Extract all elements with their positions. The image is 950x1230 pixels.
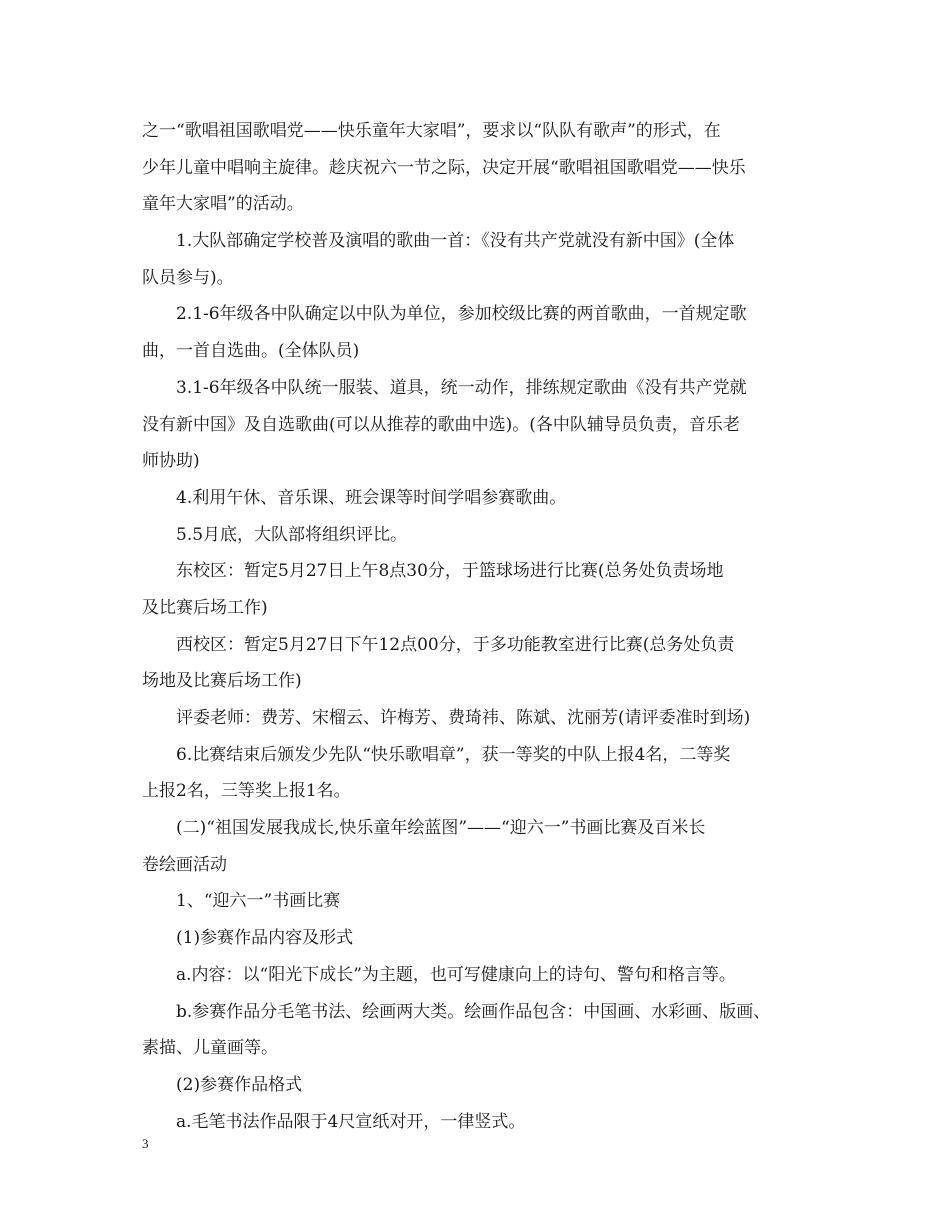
text-line: (1)参赛作品内容及形式	[176, 928, 354, 949]
text-line: a.毛笔书法作品限于4尺宣纸对开，一律竖式。	[176, 1111, 526, 1132]
text-line: 5.5月底，大队部将组织评比。	[176, 524, 408, 545]
text-line: 6.比赛结束后颁发少先队“快乐歌唱章”，获一等奖的中队上报4名，二等奖	[176, 744, 731, 765]
text-line: a.内容：以“阳光下成长”为主题，也可写健康向上的诗句、警句和格言等。	[176, 964, 736, 985]
document-body	[142, 113, 812, 1140]
text-line: 2.1-6年级各中队确定以中队为单位，参加校级比赛的两首歌曲，一首规定歌	[176, 304, 747, 325]
text-line: b.参赛作品分毛笔书法、绘画两大类。绘画作品包含：中国画、水彩画、版画、	[176, 1001, 771, 1022]
text-line: 曲，一首自选曲。(全体队员)	[142, 341, 360, 362]
text-line: 西校区：暂定5月27日下午12点00分，于多功能教室进行比赛(总务处负责	[176, 634, 735, 655]
text-line: 上报2名，三等奖上报1名。	[142, 781, 351, 802]
text-line: (2)参赛作品格式	[176, 1074, 303, 1095]
text-line: 1、“迎六一”书画比赛	[176, 891, 341, 912]
text-line: 没有新中国》及自选歌曲(可以从推荐的歌曲中选)。(各中队辅导员负责，音乐老	[142, 414, 740, 435]
text-line: 场地及比赛后场工作)	[142, 671, 302, 692]
page-number: 3	[142, 1136, 149, 1151]
text-line: 师协助)	[142, 451, 200, 472]
text-line: 3.1-6年级各中队统一服装、道具，统一动作，排练规定歌曲《没有共产党就	[176, 377, 747, 398]
text-line: 之一“歌唱祖国歌唱党——快乐童年大家唱”，要求以“队队有歌声”的形式，在	[142, 121, 721, 141]
text-line: 卷绘画活动	[142, 854, 227, 875]
text-line: 东校区：暂定5月27日上午8点30分，于篮球场进行比赛(总务处负责场地	[176, 561, 724, 582]
text-line: 4.利用午休、音乐课、班会课等时间学唱参赛歌曲。	[176, 487, 567, 508]
text-line: 及比赛后场工作)	[142, 597, 268, 618]
text-line: 1.大队部确定学校普及演唱的歌曲一首：《没有共产党就没有新中国》(全体	[176, 231, 735, 252]
text-line: 少年儿童中唱响主旋律。趁庆祝六一节之际，决定开展“歌唱祖国歌唱党——快乐	[142, 157, 746, 178]
text-line: 素描、儿童画等。	[142, 1038, 278, 1059]
text-line: 评委老师：费芳、宋榴云、许梅芳、费琦祎、陈斌、沈丽芳(请评委准时到场)	[176, 708, 751, 728]
text-line: 童年大家唱”的活动。	[142, 194, 304, 215]
text-line: 队员参与)。	[142, 267, 234, 288]
text-line: (二)“祖国发展我成长,快乐童年绘蓝图”——“迎六一”书画比赛及百米长	[176, 818, 706, 839]
